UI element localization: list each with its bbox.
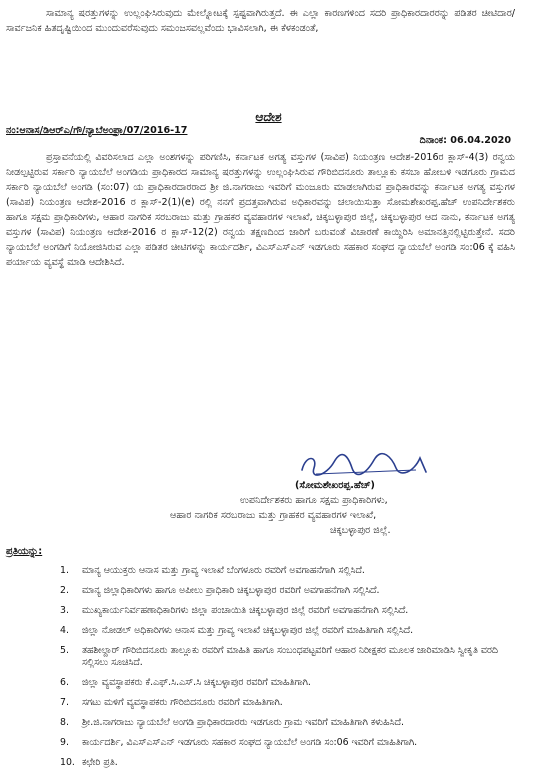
list-item	[60, 757, 520, 769]
signatory-district: ಚಿಕ್ಕಬಳ್ಳಾಪುರ ಜಿಲ್ಲೆ.	[330, 525, 391, 536]
signatory-block	[140, 478, 520, 538]
item-text: ಮುಖ್ಯಕಾರ್ಯನಿರ್ವಹಣಾಧಿಕಾರಿಗಳು ಜಿಲ್ಲಾ ಪಂಚಾಯಿತಿ ಚಿಕ್ಕಬಳ್ಳಾಪುರ ಜಿಲ್ಲೆ ರವರಿಗೆ ಅವಗಾಹನೆಗಾಗಿ ಸಲ್ಲಿಸಿದೆ.	[82, 605, 409, 616]
item-number: 8.	[60, 717, 69, 728]
item-text: ಕಾರ್ಯದರ್ಶಿ, ವಿಎಸ್‌ಎಸ್‌ಎನ್ ಇಡಗೂರು ಸಹಕಾರ ಸಂಘದ ನ್ಯಾಯಬೆಲೆ ಅಂಗಡಿ ಸಂ:06 ಇವರಿಗೆ ಮಾಹಿತಿಗಾಗಿ.	[82, 737, 418, 748]
list-item	[60, 677, 520, 689]
item-text: ಕಛೇರಿ ಪ್ರತಿ.	[82, 757, 118, 768]
intro-paragraph	[6, 6, 515, 36]
item-text: ಜಿಲ್ಲಾ ವ್ಯವಸ್ಥಾಪಕರು ಕೆ.ಎಫ್.ಸಿ.ಎಸ್.ಸಿ ಚಿಕ್ಕಬಳ್ಳಾಪುರ ರವರಿಗೆ ಮಾಹಿತಿಗಾಗಿ.	[82, 677, 311, 688]
item-text: ಮಾನ್ಯ ಆಯುಕ್ತರು ಆನಾಸ ಮತ್ತು ಗ್ರಾವ್ಯ ಇಲಾಖೆ ಬೆಂಗಳೂರು ರವರಿಗೆ ಅವಗಾಹನೆಗಾಗಿ ಸಲ್ಲಿಸಿದೆ.	[82, 565, 365, 576]
signatory-designation: ಉಪನಿರ್ದೇಶಕರು ಹಾಗೂ ಸಕ್ಷಮ ಪ್ರಾಧಿಕಾರಿಗಳು,	[240, 495, 388, 506]
list-item	[60, 697, 520, 709]
item-number: 3.	[60, 605, 69, 616]
item-number: 2.	[60, 585, 69, 596]
order-date: ದಿನಾಂಕ: 06.04.2020	[419, 135, 511, 146]
reference-number: ನಂ:ಆನಾಸ/ಡಿಆರ್‌ಎ/ಗೌ/ನ್ಯಾಬೆಅಂಪ್ರಾ/07/2016-17	[6, 125, 188, 136]
item-number: 5.	[60, 645, 69, 656]
item-text: ಜಿಲ್ಲಾ ನೋಡಲ್ ಅಧಿಕಾರಿಗಳು ಆನಾಸ ಮತ್ತು ಗ್ರಾವ್ಯ ಇಲಾಖೆ ಚಿಕ್ಕಬಳ್ಳಾಪುರ ಜಿಲ್ಲೆ ರವರಿಗೆ ಮಾಹಿತಿಗಾಗಿ ಸಲ್ಲಿಸಿದೆ.	[82, 625, 414, 636]
order-text: ಪ್ರಸ್ತಾವನೆಯಲ್ಲಿ ವಿವರಿಸಲಾದ ಎಲ್ಲಾ ಅಂಶಗಳನ್ನು ಪರಿಗಣಿಸಿ, ಕರ್ನಾಟಕ ಅಗತ್ಯ ವಸ್ತುಗಳ (ಸಾವಿಪ) ನಿಯಂತ್ರಣ ಆದೇಶ-2016ರ ಕ್ಲಾಸ್-4(3) ರನ್ವಯ ನೀಡಲ್ಪಟ್ಟಿರುವ ಸರ್ಕಾರಿ ನ್ಯಾಯಬೆಲೆ ಅಂಗಡಿಯ ಪ್ರಾಧಿಕಾರದ ಸಾಮಾನ್ಯ ಷರತ್ತುಗಳನ್ನು ಉಲ್ಲಂಘಿಸಿರುವ ಗೌರಿಬಿದನೂರು ತಾಲ್ಲೂಕು ಕಸಬಾ ಹೋಬಳಿ ಇಡಗೂರು ಗ್ರಾಮದ ಸರ್ಕಾರಿ ನ್ಯಾಯಬೆಲೆ ಅಂಗಡಿ (ಸಂ:07) ಯ ಪ್ರಾಧಿಕಾರದಾರರಾದ ಶ್ರೀ ಜಿ.ನಾಗರಾಜು ಇವರಿಗೆ ಮಂಜೂರು ಮಾಡಲಾಗಿರುವ ಪ್ರಾಧಿಕಾರವನ್ನು ಕರ್ನಾಟಕ ಅಗತ್ಯ ವಸ್ತುಗಳ (ಸಾವಿಪ) ನಿಯಂತ್ರಣ ಆದೇಶ-2016 ರ ಕ್ಲಾಸ್-2(1)(e) ರಲ್ಲಿ ನನಗೆ ಪ್ರದತ್ತವಾಗಿರುವ ಅಧಿಕಾರವನ್ನು ಚಲಾಯಿಸುತ್ತಾ ಸೋಮಶೇಖರಪ್ಪ.ಹೆಚ್ ಉಪನಿರ್ದೇಶಕರು ಹಾಗೂ ಸಕ್ಷಮ ಪ್ರಾಧಿಕಾರಿಗಳು, ಆಹಾರ ನಾಗರಿಕ ಸರಬರಾಜು ಮತ್ತು ಗ್ರಾಹಕರ ವ್ಯವಹಾರಗಳ ಇಲಾಖೆ, ಚಿಕ್ಕಬಳ್ಳಾಪುರ ಜಿಲ್ಲೆ, ಚಿಕ್ಕಬಳ್ಳಾಪುರ ಆದ ನಾನು, ಕರ್ನಾಟಕ ಅಗತ್ಯ ವಸ್ತುಗಳ (ಸಾವಿಪ) ನಿಯಂತ್ರಣ ಆದೇಶ-2016 ರ ಕ್ಲಾಸ್-12(2) ರನ್ವಯ ತಕ್ಷಣದಿಂದ ಜಾರಿಗೆ ಬರುವಂತೆ ವಿಚಾರಣೆ ಕಾಯ್ದಿರಿಸಿ ಅಮಾನತ್ತಿನಲ್ಲಿಟ್ಟಿರುತ್ತೇನೆ. ಸದರಿ ನ್ಯಾಯಬೆಲೆ ಅಂಗಡಿಗೆ ನಿಯೋಜಿಸಿರುವ ಎಲ್ಲಾ ಪಡಿತರ ಚೀಟಿಗಳನ್ನು ಕಾರ್ಯದರ್ಶಿ, ವಿಎಸ್‌ಎಸ್‌ಎನ್ ಇಡಗೂರು ಸಹಕಾರ ಸಂಘದ ನ್ಯಾಯಬೆಲೆ ಅಂಗಡಿ ಸಂ:06 ಕ್ಕೆ ವಹಿಸಿ ಪರ್ಯಾಯ ವ್ಯವಸ್ಥೆ ಮಾಡಿ ಆದೇಶಿಸಿದೆ.	[6, 152, 515, 268]
reference-row	[6, 125, 511, 146]
item-number: 4.	[60, 625, 69, 636]
intro-text: ಸಾಮಾನ್ಯ ಷರತ್ತುಗಳನ್ನು ಉಲ್ಲಂಘಿಸಿರುವುದು ಮೇಲ್ನೋಟಕ್ಕೆ ಸ್ಪಷ್ಟವಾಗಿರುತ್ತದೆ. ಈ ಎಲ್ಲಾ ಕಾರಣಗಳಿಂದ ಸದರಿ ಪ್ರಾಧಿಕಾರದಾರರನ್ನು ಪಡಿತರ ಚೀಟಿದಾರ/ಸಾರ್ವಜನಿಕ ಹಿತದೃಷ್ಟಿಯಿಂದ ಮುಂದುವರೆಸುವುದು ಸಮಂಜಸವಲ್ಲವೆಂದು ಭಾವಿಸಲಾಗಿ, ಈ ಕೆಳಕಂಡಂತೆ,	[6, 8, 515, 34]
copies-label: ಪ್ರತಿಯನ್ನು:	[6, 546, 43, 557]
item-text: ಸಗಟು ಮಳಿಗೆ ವ್ಯವಸ್ಥಾಪಕರು ಗೌರಿಬಿದನೂರು ರವರಿಗೆ ಮಾಹಿತಿಗಾಗಿ.	[82, 697, 283, 708]
item-number: 10.	[60, 757, 75, 768]
item-text: ಮಾನ್ಯ ಜಿಲ್ಲಾಧಿಕಾರಿಗಳು ಹಾಗೂ ಅಪೀಲು ಪ್ರಾಧಿಕಾರಿ ಚಿಕ್ಕಬಳ್ಳಾಪುರ ರವರಿಗೆ ಅವಗಾಹನೆಗಾಗಿ ಸಲ್ಲಿಸಿದೆ.	[82, 585, 380, 596]
signature-mark	[296, 450, 436, 480]
list-item	[60, 717, 520, 729]
item-number: 1.	[60, 565, 69, 576]
item-number: 7.	[60, 697, 69, 708]
copies-list	[60, 565, 520, 777]
item-text: ಶ್ರೀ.ಜಿ.ನಾಗರಾಜು ನ್ಯಾಯಬೆಲೆ ಅಂಗಡಿ ಪ್ರಾಧಿಕಾರದಾರರು ಇಡಗೂರು ಗ್ರಾಮ ಇವರಿಗೆ ಮಾಹಿತಿಗಾಗಿ ಕಳುಹಿಸಿದೆ.	[82, 717, 404, 728]
list-item	[60, 565, 520, 577]
signatory-department: ಆಹಾರ ನಾಗರಿಕ ಸರಬರಾಜು ಮತ್ತು ಗ್ರಾಹಕರ ವ್ಯವಹಾರಗಳ ಇಲಾಖೆ,	[170, 510, 377, 521]
order-paragraph	[6, 150, 515, 270]
list-item	[60, 625, 520, 637]
list-item	[60, 605, 520, 617]
signatory-name: (ಸೋಮಶೇಖರಪ್ಪ.ಹೆಚ್)	[295, 480, 375, 491]
list-item	[60, 645, 520, 669]
list-item	[60, 585, 520, 597]
item-number: 9.	[60, 737, 69, 748]
item-number: 6.	[60, 677, 69, 688]
list-item	[60, 737, 520, 749]
item-text: ತಹಶೀಲ್ದಾರ್ ಗೌರಿಬಿದನೂರು ತಾಲ್ಲೂಕು ರವರಿಗೆ ಮಾಹಿತಿ ಹಾಗೂ ಸಂಬಂಧಪಟ್ಟವರಿಗೆ ಆಹಾರ ನಿರೀಕ್ಷಕರ ಮೂಲಕ ಜಾರಿಮಾಡಿಸಿ ಸ್ವೀಕೃತಿ ವರದಿ ಸಲ್ಲಿಸಲು ಸೂಚಿಸಿದೆ.	[82, 645, 498, 668]
order-heading: ಆದೇಶ	[255, 110, 282, 124]
